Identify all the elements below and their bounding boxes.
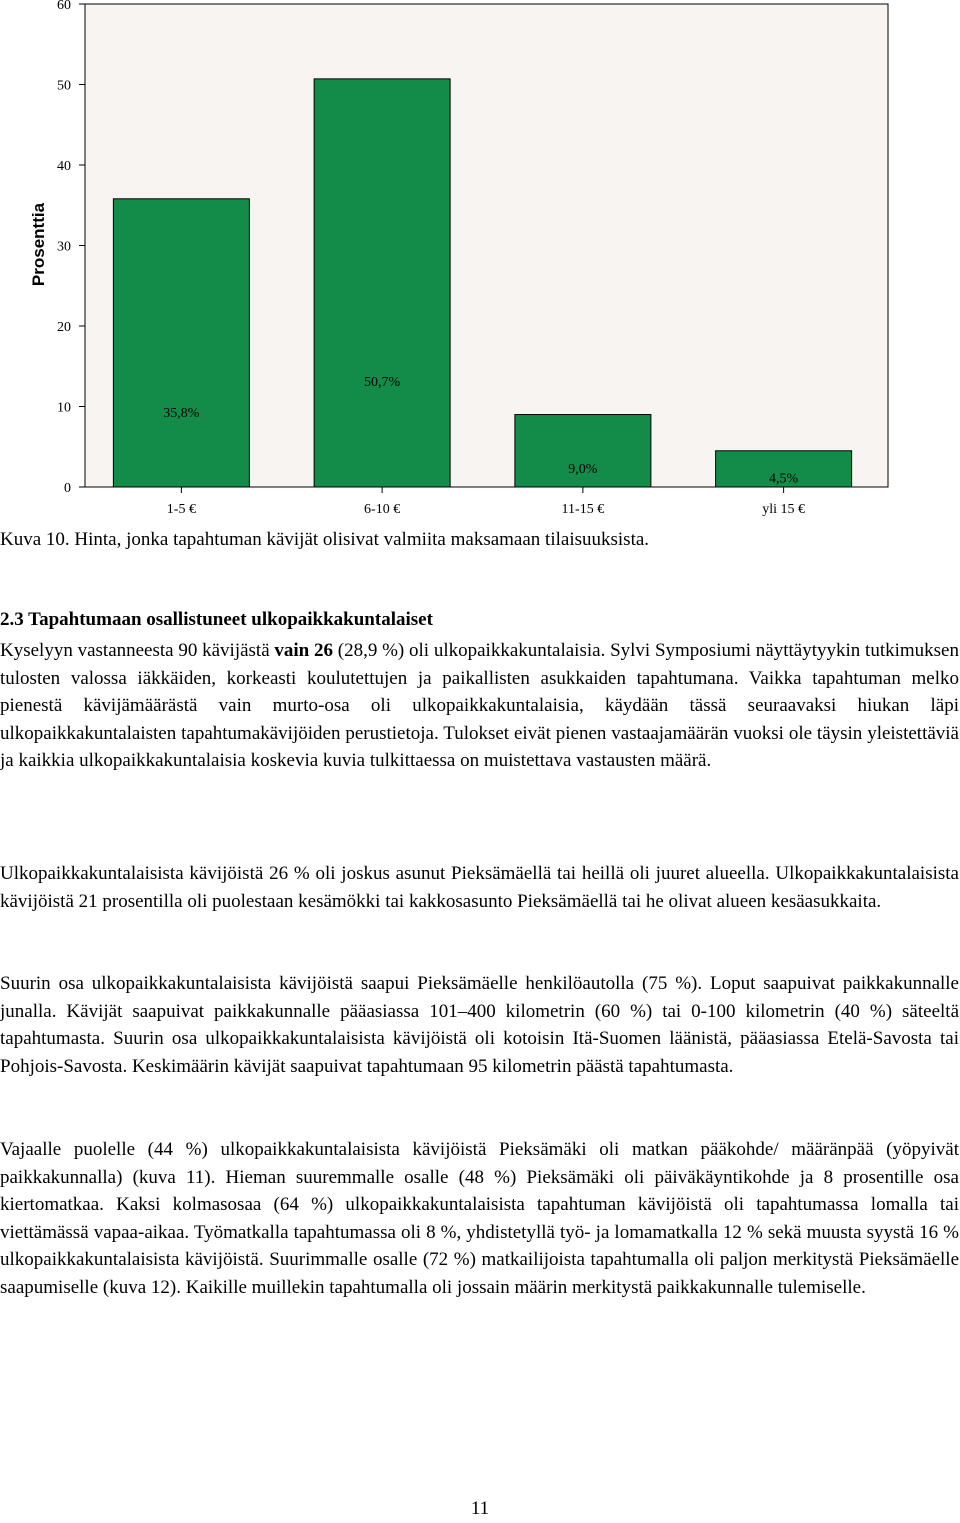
x-tick-label-0: 1-5 € (166, 502, 196, 517)
paragraph-4: Vajaalle puolelle (44 %) ulkopaikkakuntalaisista kävijöistä Pieksämäki oli matkan pääkohde/ määränpää (yöpyivät paikkakunnalla) (kuva 11). Hieman suuremmalle osalle (48 %) Pieksämäki oli päiväkäyntikohde ja 8 prosentille osa kiertomatkaa. Kaksi kolmasosaa (64 %) ulkopaikkakuntalaisista tapahtuman kävijöistä oli tapahtumassa lomalla tai viettämässä vapaa-aikaa. Työmatkalla tapahtumassa oli 8 %, yhdistetyllä työ- ja lomamatkalla 12 % sekä muusta syystä 16 % ulkopaikkakuntalaisista kävijöistä. Suurimmalle osalle (72 %) matkailijoista tapahtumalla oli paljon merkitystä Pieksämäelle saapumiselle (kuva 12). Kaikille muillekin tapahtumalla oli jossain määrin merkitystä paikkakunnalle tulemiselle. (0, 1139, 959, 1298)
y-tick-label-1: 10 (57, 400, 71, 416)
figure-caption: Kuva 10. Hinta, jonka tapahtuman kävijät olisivat valmiita maksamaan tilaisuuksista. (0, 529, 650, 550)
bar-chart (0, 0, 960, 520)
paragraph-1 (0, 637, 959, 775)
paragraph-1-bold: vain 26 (274, 640, 334, 661)
chart-svg (0, 0, 960, 520)
x-tick-label-3: yli 15 € (762, 502, 806, 517)
section-heading: 2.3 Tapahtumaan osallistuneet ulkopaikkakuntalaiset (0, 609, 433, 630)
y-tick-label-4: 40 (57, 159, 71, 174)
paragraph-3: Suurin osa ulkopaikkakuntalaisista kävijöistä saapui Pieksämäelle henkilöautolla (75 %). Loput saapuivat paikkakunnalle junalla. Kävijät saapuivat paikkakunnalle pääasiassa 101–400 kilometrin (60 %) tai 0-100 kilometrin (40 %) säteeltä tapahtumasta. Suurin osa ulkopaikkakuntalaisista kävijöistä oli kotoisin Itä-Suomen läänistä, pääasiassa Etelä-Savosta tai Pohjois-Savosta. Keskimäärin kävijät saapuivat tapahtumaan 95 kilometrin päästä tapahtumasta. (0, 973, 959, 1077)
bar-1 (314, 79, 450, 487)
bar-data-label-0: 35,8% (163, 406, 200, 422)
y-tick-label-2: 20 (57, 320, 71, 335)
paragraph-1-rest: (28,9 %) oli ulkopaikkakuntalaisia. Sylvi Symposiumi näyttäytyykin tutkimuksen tulosten valossa iäkkäiden, korkeasti koulutettujen ja paikallisten asukkaiden tapahtumana. Vaikka tapahtuman melko pienestä kävijämäärästä vain murto-osa oli ulkopaikkakuntalaisia, käydään tässä seuraavaksi hiukan läpi ulkopaikkakuntalaisten tapahtumakävijöiden perustietoja. Tulokset eivät pienen vastaajamäärän vuoksi ole täysin yleistettäviä ja kaikkia ulkopaikkakuntalaisia koskevia kuvia tulkittaessa on muistettava vastausten määrä. (0, 640, 959, 771)
paragraph-2: Ulkopaikkakuntalaisista kävijöistä 26 % oli joskus asunut Pieksämäellä tai heillä oli juuret alueella. Ulkopaikkakuntalaisista kävijöistä 21 prosentilla oli puolestaan kesämökki tai kakkosasunto Pieksämäellä tai he olivat alueen kesäasukkaita. (0, 863, 959, 912)
y-tick-label-6: 60 (57, 0, 71, 13)
y-tick-label-0: 0 (64, 481, 71, 496)
x-tick-label-2: 11-15 € (561, 502, 605, 517)
bar-data-label-3: 4,5% (769, 471, 799, 487)
bar-data-label-2: 9,0% (568, 462, 598, 478)
x-tick-label-1: 6-10 € (364, 502, 401, 517)
bar-data-label-1: 50,7% (364, 374, 401, 390)
paragraph-1-start: Kyselyyn vastanneesta 90 kävijästä (0, 640, 275, 661)
y-tick-label-5: 50 (57, 78, 71, 94)
y-axis-label: Prosenttia (29, 202, 48, 287)
page-number: 11 (470, 1498, 490, 1519)
y-tick-label-3: 30 (57, 239, 71, 255)
bar-0 (113, 199, 249, 487)
